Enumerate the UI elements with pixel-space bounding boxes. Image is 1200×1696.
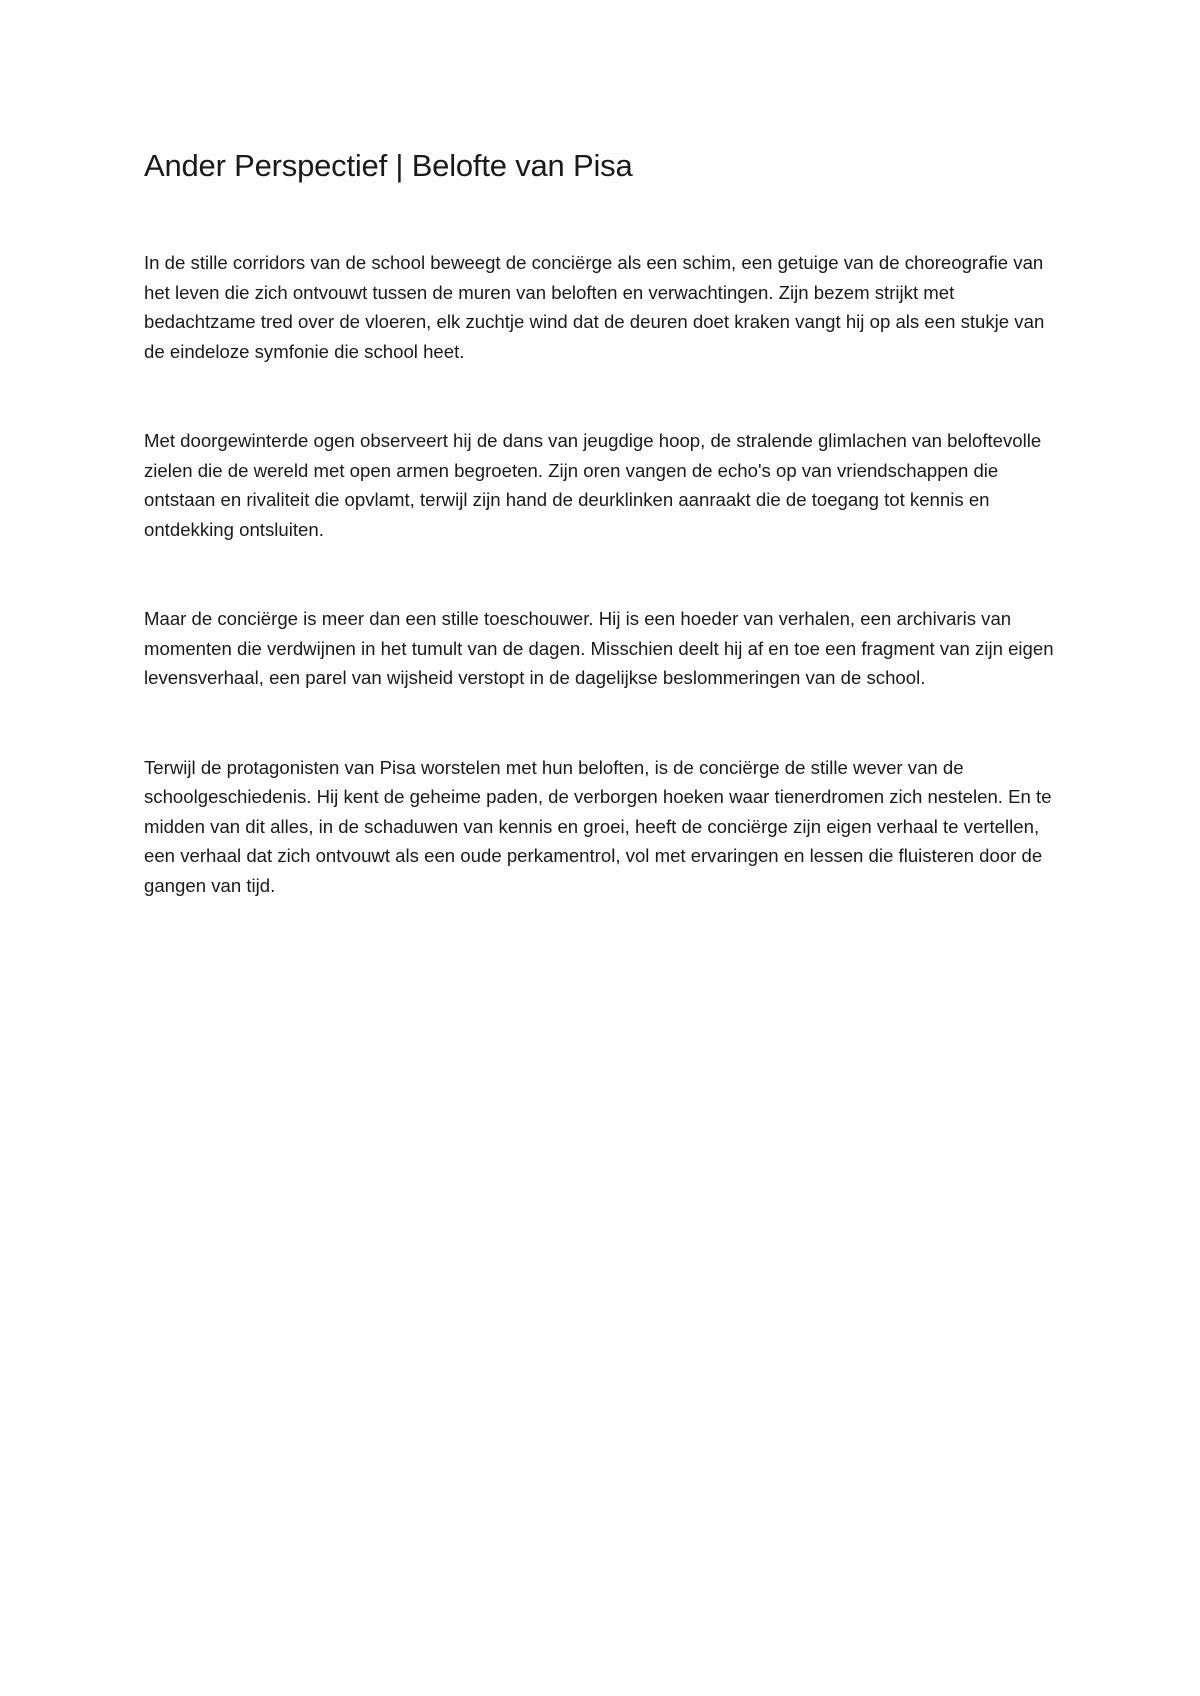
paragraph: Terwijl de protagonisten van Pisa worstelen met hun beloften, is de conciërge de stille wever van de schoolgeschiedenis. Hij kent de geheime paden, de verborgen hoeken waar tienerdromen zich nestelen. En te midden van dit alles, in de schaduwen van kennis en groei, heeft de conciërge zijn eigen verhaal te vertellen, een verhaal dat zich ontvouwt als een oude perkamentrol, vol met ervaringen en lessen die fluisteren door de gangen van tijd.	[144, 756, 1052, 896]
paragraph: Maar de conciërge is meer dan een stille toeschouwer. Hij is een hoeder van verhalen, een archivaris van momenten die verdwijnen in het tumult van de dagen. Misschien deelt hij af en toe een fragment van zijn eigen levensverhaal, een parel van wijsheid verstopt in de dagelijkse beslommeringen van de school.	[144, 608, 1054, 688]
document-content	[144, 142, 1064, 960]
paragraph: Met doorgewinterde ogen observeert hij de dans van jeugdige hoop, de stralende glimlachen van beloftevolle zielen die de wereld met open armen begroeten. Zijn oren vangen de echo's op van vriendschappen die ontstaan en rivaliteit die opvlamt, terwijl zijn hand de deurklinken aanraakt die de toegang tot kennis en ontdekking ontsluiten.	[144, 430, 1042, 540]
document-title: Ander Perspectief | Belofte van Pisa	[144, 148, 633, 183]
document-body	[144, 248, 1064, 900]
paragraph: In de stille corridors van de school beweegt de conciërge als een schim, een getuige van de choreografie van het leven die zich ontvouwt tussen de muren van beloften en verwachtingen. Zijn bezem strijkt met bedachtzame tred over de vloeren, elk zuchtje wind dat de deuren doet kraken vangt hij op als een stukje van de eindeloze symfonie die school heet.	[144, 252, 1045, 362]
